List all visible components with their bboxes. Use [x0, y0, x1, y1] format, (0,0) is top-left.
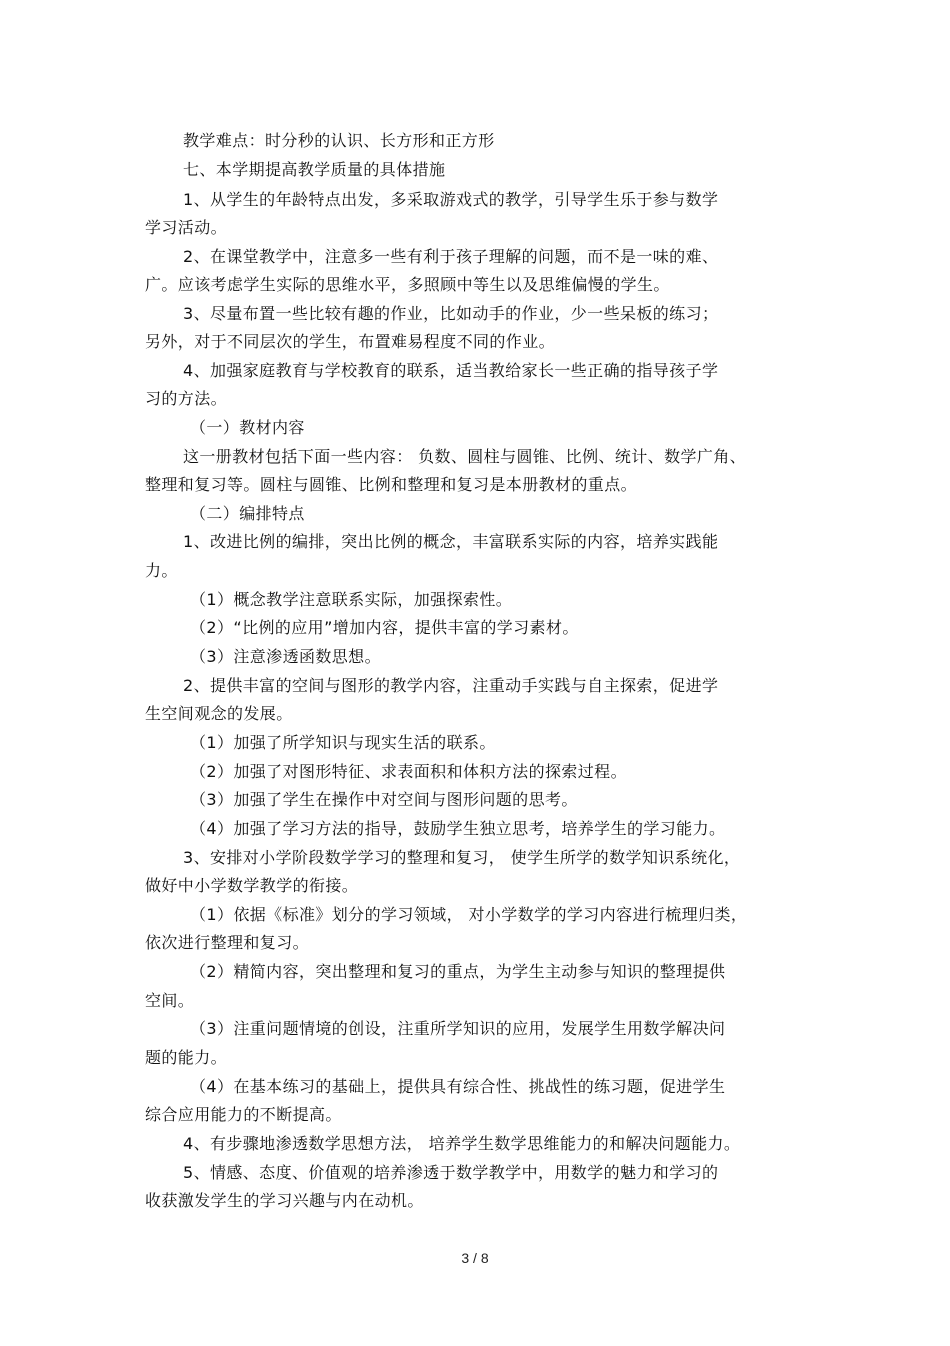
text-line: 4、加强家庭教育与学校教育的联系，适当教给家长一些正确的指导孩子学 [183, 361, 719, 380]
text-line: 2、在课堂教学中，注意多一些有利于孩子理解的问题，而不是一味的难、 [183, 247, 719, 266]
text-line: （1）概念教学注意联系实际，加强探索性。 [190, 590, 513, 609]
text-line: 综合应用能力的不断提高。 [145, 1105, 342, 1124]
text-line: （2）“比例的应用”增加内容，提供丰富的学习素材。 [190, 618, 579, 637]
page-number: 3 / 8 [461, 1250, 489, 1266]
text-line: （1）依据《标准》划分的学习领域， 对小学数学的学习内容进行梳理归类， [190, 905, 748, 924]
text-line: （二）编排特点 [190, 504, 305, 523]
text-line: 5、情感、态度、价值观的培养渗透于数学教学中，用数学的魅力和学习的 [183, 1163, 719, 1182]
text-line: （4）在基本练习的基础上，提供具有综合性、挑战性的练习题，促进学生 [190, 1077, 726, 1096]
text-line: 习的方法。 [145, 389, 228, 408]
text-line: 3、尽量布置一些比较有趣的作业，比如动手的作业，少一些呆板的练习； [183, 304, 719, 323]
text-line: （3）加强了学生在操作中对空间与图形问题的思考。 [190, 790, 578, 809]
text-line: （3）注重问题情境的创设，注重所学知识的应用，发展学生用数学解决问 [190, 1019, 726, 1038]
text-line: 1、从学生的年龄特点出发，多采取游戏式的教学，引导学生乐于参与数学 [183, 190, 719, 209]
text-line: 广。应该考虑学生实际的思维水平，多照顾中等生以及思维偏慢的学生。 [145, 275, 670, 294]
text-line: 题的能力。 [145, 1048, 228, 1067]
text-line: 空间。 [145, 991, 195, 1010]
text-line: 教学难点：时分秒的认识、长方形和正方形 [183, 131, 495, 150]
text-line: （4）加强了学习方法的指导，鼓励学生独立思考，培养学生的学习能力。 [190, 819, 726, 838]
text-line: （2）加强了对图形特征、求表面积和体积方法的探索过程。 [190, 762, 627, 781]
text-line: （3）注意渗透函数思想。 [190, 647, 381, 666]
text-line: 力。 [145, 561, 178, 580]
text-line: 3、安排对小学阶段数学学习的整理和复习， 使学生所学的数学知识系统化， [183, 848, 741, 867]
text-line: 依次进行整理和复习。 [145, 933, 310, 952]
text-line: 生空间观念的发展。 [145, 704, 293, 723]
text-line: 2、提供丰富的空间与图形的教学内容，注重动手实践与自主探索，促进学 [183, 676, 719, 695]
text-line: 学习活动。 [145, 218, 228, 237]
text-line: 这一册教材包括下面一些内容： 负数、圆柱与圆锥、比例、统计、数学广角、 [183, 447, 747, 466]
text-line: （一）教材内容 [190, 418, 305, 437]
text-line: 做好中小学数学教学的衔接。 [145, 876, 359, 895]
text-line: （1）加强了所学知识与现实生活的联系。 [190, 733, 496, 752]
text-line: 收获激发学生的学习兴趣与内在动机。 [145, 1191, 424, 1210]
text-line: 整理和复习等。圆柱与圆锥、比例和整理和复习是本册教材的重点。 [145, 475, 638, 494]
text-line: 另外，对于不同层次的学生，布置难易程度不同的作业。 [145, 332, 556, 351]
text-line: （2）精简内容，突出整理和复习的重点，为学生主动参与知识的整理提供 [190, 962, 726, 981]
text-line: 1、改进比例的编排，突出比例的概念，丰富联系实际的内容，培养实践能 [183, 532, 719, 551]
text-line: 4、有步骤地渗透数学思想方法， 培养学生数学思维能力的和解决问题能力。 [183, 1134, 741, 1153]
text-line: 七、本学期提高教学质量的具体措施 [183, 160, 446, 179]
